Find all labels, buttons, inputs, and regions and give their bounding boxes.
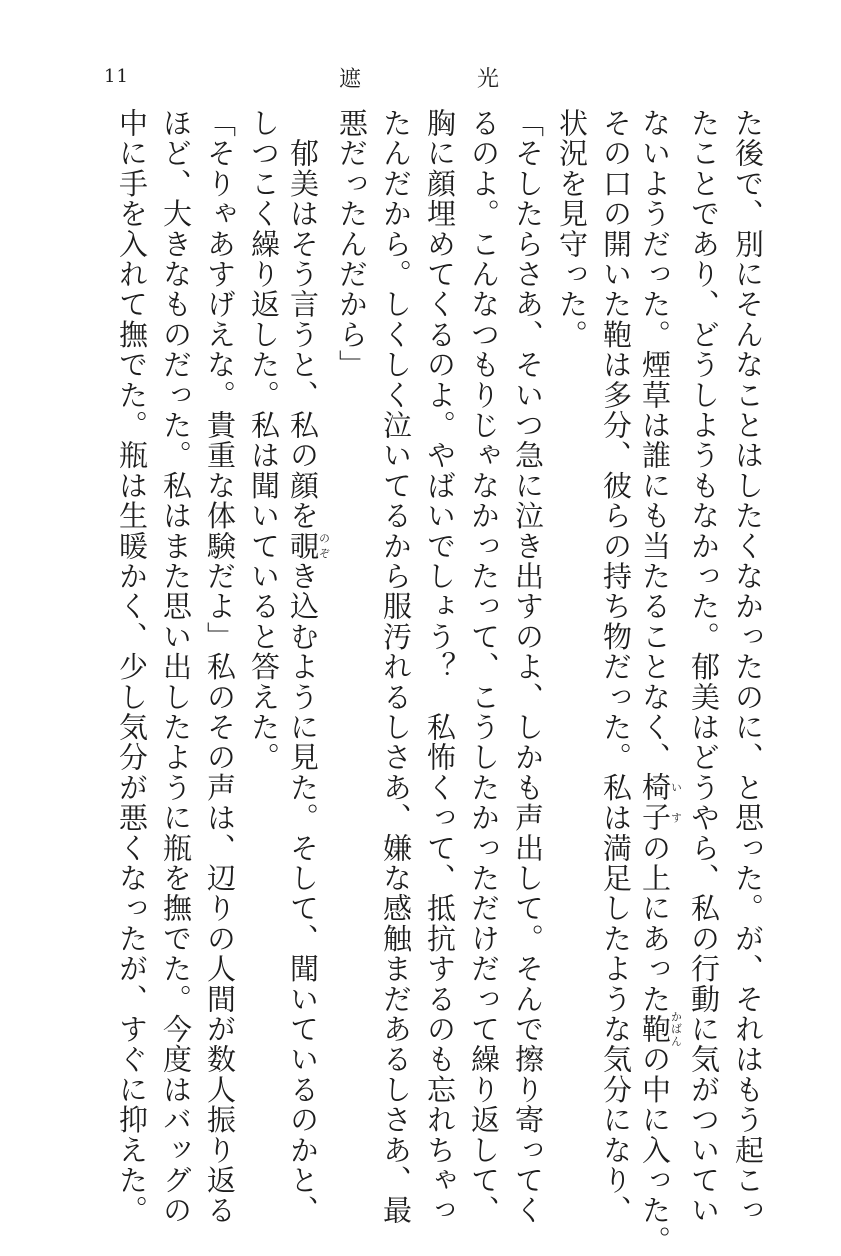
ruby-annotation: 覗のぞ <box>286 530 331 562</box>
text-line: たんだから。しくしく泣いてるから服汚れるしさあ、嫌な感触まだあるしさあ、最 <box>379 108 413 1226</box>
page-number: 11 <box>104 66 129 87</box>
novel-body-text <box>94 108 770 1256</box>
running-title <box>339 62 499 92</box>
text-line: その口の開いた鞄は多分、彼らの持ち物だった。私は満足したような気分になり、 <box>599 108 633 1226</box>
text-line: るのよ。こんなつもりじゃなかったって、こうしたかっただけだって繰り返して、 <box>467 108 501 1226</box>
text-line: 悪だったんだから」 <box>335 108 369 380</box>
running-title-char: 光 <box>476 67 499 92</box>
text-line: 状況を見守った。 <box>555 108 589 350</box>
ruby-annotation: 椅子いす <box>638 772 683 833</box>
text-line: 郁美はそう言うと、私の顔を覗のぞき込むように見た。そして、聞いているのかと、 <box>286 108 331 1226</box>
text-line: 中に手を入れて撫でた。瓶は生暖かく、少し気分が悪くなったが、すぐに抑えた。 <box>115 108 149 1226</box>
text-line: た後で、別にそんなことはしたくなかったのに、と思った。が、それはもう起こっ <box>731 108 765 1226</box>
text-line: 「そりゃあすげえな。貴重な体験だよ」私のその声は、辺りの人間が数人振り返る <box>203 108 237 1226</box>
running-title-char: 遮 <box>339 67 362 92</box>
text-line: たことであり、どうしようもなかった。郁美はどうやら、私の行動に気がついてい <box>687 108 721 1226</box>
text-line: ほど、大きなものだった。私はまた思い出したように瓶を撫でた。今度はバッグの <box>159 108 193 1226</box>
ruby-annotation: 鞄かばん <box>638 1010 683 1048</box>
text-line: 「そしたらさあ、そいつ急に泣き出すのよ、しかも声出して。そんで擦り寄ってく <box>511 108 545 1226</box>
text-line: ないようだった。煙草は誰にも当たることなく、椅子いすの上にあった鞄かばんの中に入った。 <box>638 108 683 1256</box>
text-line: しつこく繰り返した。私は聞いていると答えた。 <box>247 108 281 773</box>
text-line: 胸に顔埋めてくるのよ。やばいでしょう？ 私怖くって、抵抗するのも忘れちゃっ <box>423 108 457 1226</box>
